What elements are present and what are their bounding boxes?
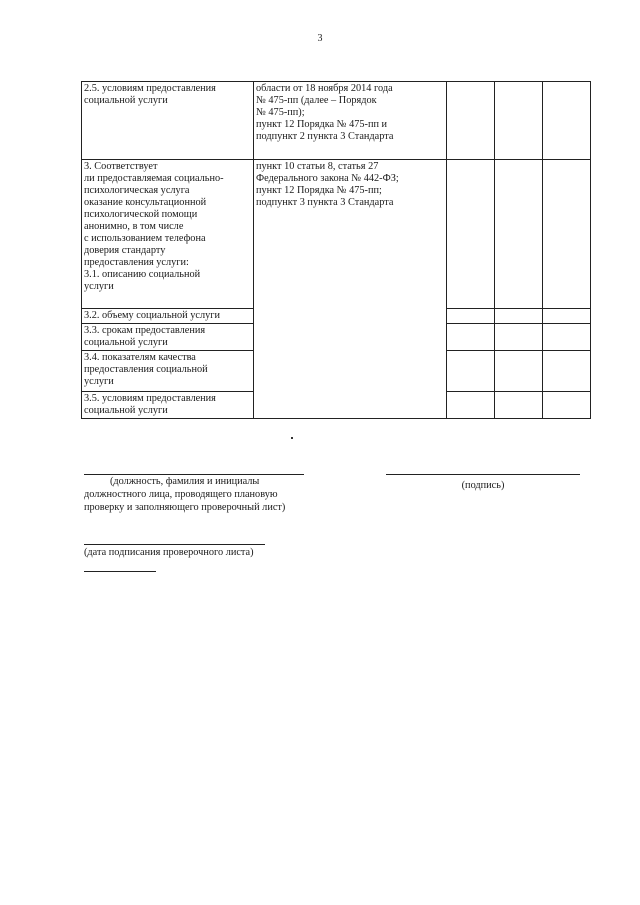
answer-no-cell[interactable] [495, 82, 543, 160]
answer-yes-cell[interactable] [447, 309, 495, 324]
signature-line[interactable] [386, 474, 580, 475]
reference-cell: пункт 10 статьи 8, статья 27 Федерального закона № 442-ФЗ; пункт 12 Порядка № 475-пп; подпункт 3 пункта 3 Стандарта [254, 160, 447, 419]
answer-no-cell[interactable] [495, 351, 543, 392]
answer-no-cell[interactable] [495, 160, 543, 309]
answer-yes-cell[interactable] [447, 351, 495, 392]
answer-yes-cell[interactable] [447, 392, 495, 419]
answer-no-cell[interactable] [495, 324, 543, 351]
question-cell: 3.5. условиям предоставления социальной услуги [82, 392, 254, 419]
answer-na-cell[interactable] [543, 309, 591, 324]
answer-na-cell[interactable] [543, 392, 591, 419]
answer-no-cell[interactable] [495, 392, 543, 419]
question-cell: 2.5. условиям предоставления социальной услуги [82, 82, 254, 160]
question-cell: 3.2. объему социальной услуги [82, 309, 254, 324]
date-caption: (дата подписания проверочного листа) [84, 547, 254, 558]
stray-mark [291, 437, 293, 439]
reference-cell: области от 18 ноября 2014 года № 475-пп (далее – Порядок № 475-пп); пункт 12 Порядка № 475-пп и подпункт 2 пункта 3 Стандарта [254, 82, 447, 160]
question-cell: 3.4. показателям качества предоставления социальной услуги [82, 351, 254, 392]
table-row [82, 160, 591, 309]
position-caption: (должность, фамилия и инициалы должностного лица, проводящего плановую проверку и заполняющего проверочный лист) [84, 476, 286, 513]
answer-na-cell[interactable] [543, 160, 591, 309]
question-cell: 3.3. срокам предоставления социальной услуги [82, 324, 254, 351]
answer-na-cell[interactable] [543, 82, 591, 160]
page-number: 3 [317, 33, 323, 44]
answer-na-cell[interactable] [543, 351, 591, 392]
answer-yes-cell[interactable] [447, 324, 495, 351]
footnote-separator [84, 571, 156, 572]
answer-no-cell[interactable] [495, 309, 543, 324]
answer-na-cell[interactable] [543, 324, 591, 351]
table-row [82, 82, 591, 160]
signature-caption: (подпись) [461, 480, 505, 491]
date-line[interactable] [84, 544, 265, 545]
question-cell: 3. Соответствует ли предоставляемая социально- психологическая услуга оказание консультационной психологической помощи анонимно, в том числе с использованием телефона доверия стандарту предоставления услуги: 3.1. описанию социальной услуги [82, 160, 254, 309]
checklist-table [81, 81, 591, 419]
answer-yes-cell[interactable] [447, 160, 495, 309]
answer-yes-cell[interactable] [447, 82, 495, 160]
